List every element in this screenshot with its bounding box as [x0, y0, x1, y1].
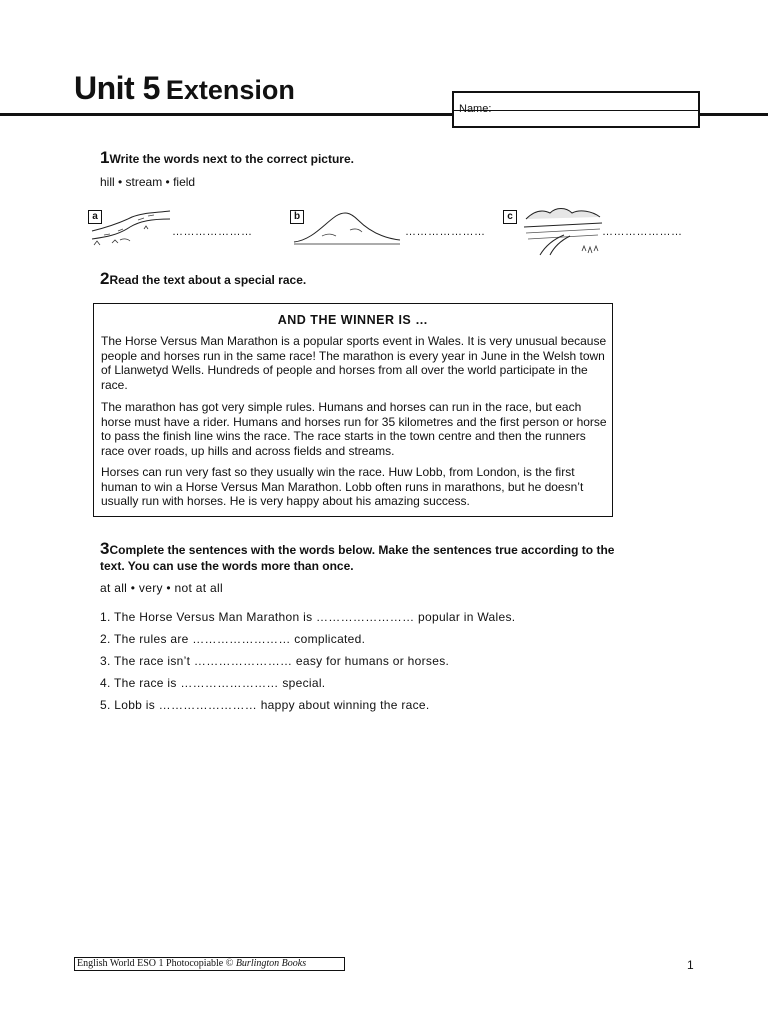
- reading-paragraph-1: The Horse Versus Man Marathon is a popular sports event in Wales. It is very unusual because people and horses run in the same race! The marathon is every year in June in the Welsh town of Llanwetyd Wells. Hundreds of people and horses from all over the world participate in the race.: [101, 334, 607, 392]
- sentence-item: 2. The rules are …………………… complicated.: [100, 632, 366, 646]
- picture-a-label: a: [88, 210, 102, 224]
- copyright-text: English World ESO 1 Photocopiable ©: [77, 958, 236, 969]
- word-bank-1: hill • stream • field: [100, 175, 196, 189]
- exercise-3-heading: [100, 539, 614, 559]
- stream-icon: [90, 207, 172, 257]
- exercise-2-heading: [100, 269, 306, 289]
- reading-title: AND THE WINNER IS …: [277, 313, 429, 327]
- exercise-1-heading: [100, 148, 354, 168]
- exercise-number: 2: [100, 269, 110, 288]
- name-label: Name:: [459, 103, 492, 115]
- field-icon: [520, 203, 604, 262]
- unit-title: Extension: [165, 75, 295, 105]
- reading-text-box: [93, 303, 613, 517]
- exercise-instruction: Read the text about a special race.: [109, 273, 307, 287]
- copyright-footer: [74, 957, 345, 971]
- sentence-item: 5. Lobb is …………………… happy about winning the race.: [100, 698, 430, 712]
- exercise-instruction: Complete the sentences with the words below. Make the sentences true according to the: [109, 543, 615, 557]
- exercise-number: 3: [100, 539, 110, 558]
- page-number: 1: [687, 958, 694, 972]
- unit-number: Unit 5: [74, 70, 160, 106]
- picture-c-label: c: [503, 210, 517, 224]
- publisher-name: Burlington Books: [235, 958, 307, 969]
- sentence-item: 3. The race isn’t …………………… easy for humans or horses.: [100, 654, 450, 668]
- answer-line-a[interactable]: …………………: [172, 226, 253, 238]
- name-field[interactable]: [452, 91, 700, 128]
- reading-paragraph-3: Horses can run very fast so they usually win the race. Huw Lobb, from London, is the first human to win a Horse Versus Man Marathon. Lobb often runs in marathons, but he doesn’t usually run with horses. He is very happy about his amazing success.: [101, 465, 584, 509]
- reading-paragraph-2: The marathon has got very simple rules. Humans and horses can run in the race, but each horse must have a rider. Humans and horses run for 35 kilometres and the first person or horse to pass the finish line wins the race. The race starts in the town centre and then the runners race over roads, up hills and across fields and streams.: [101, 400, 607, 458]
- word-bank-3: at all • very • not at all: [100, 581, 223, 595]
- exercise-instruction: Write the words next to the correct picture.: [109, 152, 354, 166]
- picture-b-label: b: [290, 210, 304, 224]
- answer-line-b[interactable]: …………………: [405, 226, 486, 238]
- page-title: [74, 70, 295, 107]
- answer-line-c[interactable]: …………………: [602, 226, 683, 238]
- exercise-number: 1: [100, 148, 110, 167]
- hill-icon: [292, 206, 402, 251]
- exercise-instruction-continued: text. You can use the words more than once.: [100, 559, 354, 573]
- sentence-item: 4. The race is …………………… special.: [100, 676, 326, 690]
- sentence-item: 1. The Horse Versus Man Marathon is …………………… popular in Wales.: [100, 610, 516, 624]
